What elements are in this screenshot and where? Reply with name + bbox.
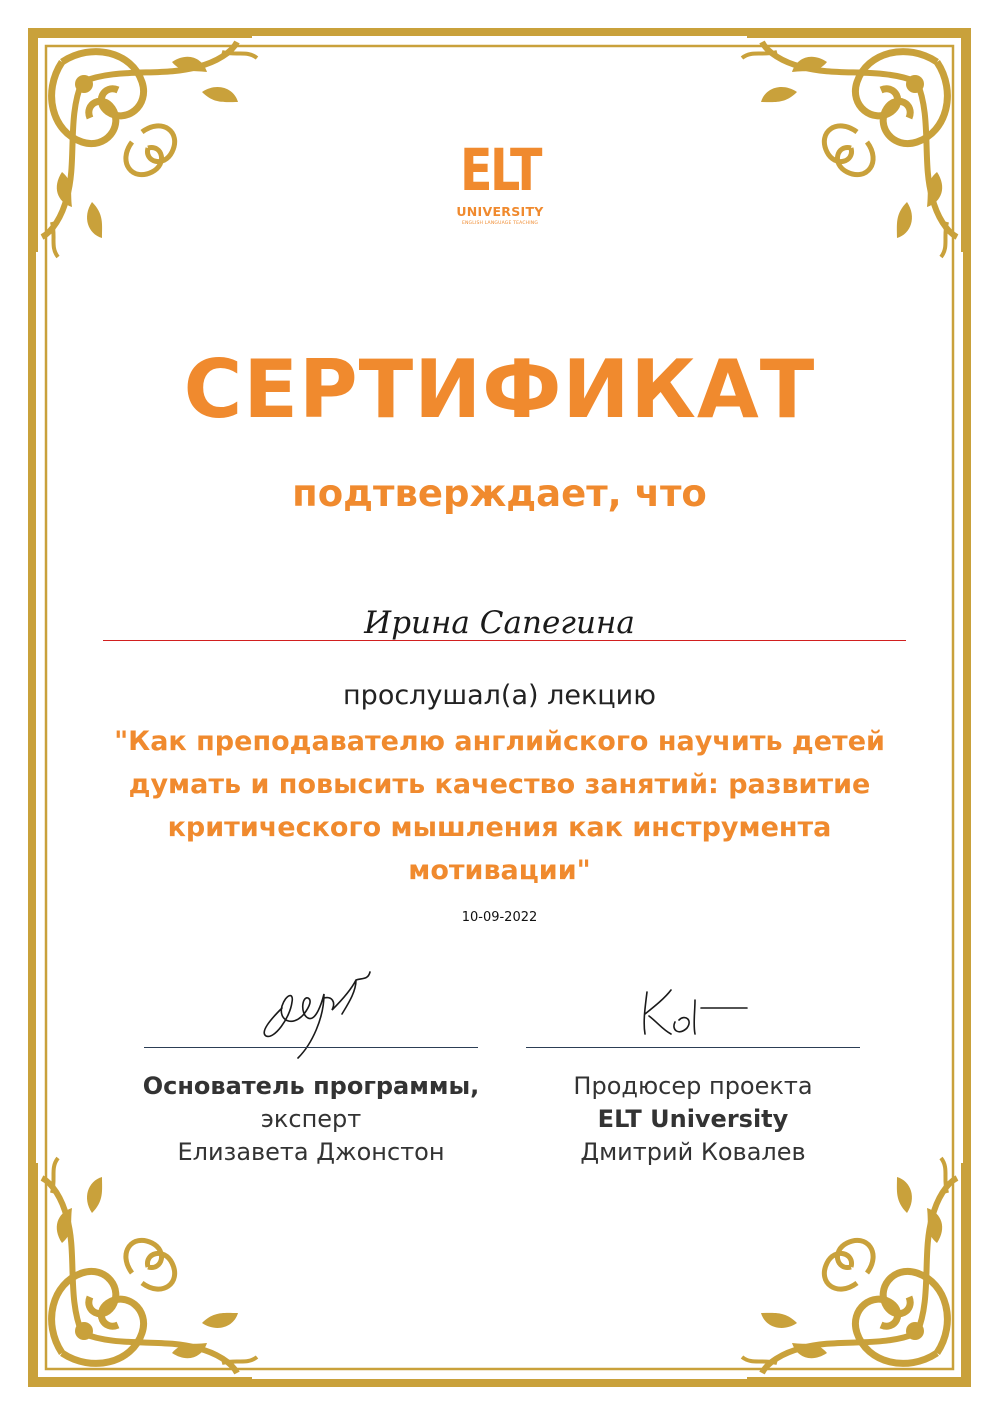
founder-name: Елизавета Джонстон [177,1138,445,1166]
producer-org: ELT University [597,1105,789,1133]
producer-signature-line [526,1047,860,1048]
recipient-underline [103,640,906,641]
certificate-title: СЕРТИФИКАТ [183,343,816,436]
logo-name: UNIVERSITY [456,204,544,219]
issue-date: 10-09-2022 [461,910,538,925]
logo-mark: ELT [459,136,540,204]
founder-signature-line [144,1047,478,1048]
recipient-name: Ирина Сапегина [364,605,635,641]
producer-signature [635,978,755,1038]
founder-role-bold: Основатель программы, [142,1072,480,1100]
lecture-label: прослушал(а) лекцию [343,680,656,711]
lecture-title: "Как преподавателю английского научить детей думать и повысить качество занятий: развитие критического мышления как инструмента мотивации" [114,726,885,886]
producer-role: Продюсер проекта [573,1072,813,1100]
certificate-subtitle: подтверждает, что [292,472,707,515]
producer-name: Дмитрий Ковалев [580,1138,806,1166]
producer-signer-block [523,1070,863,1169]
founder-role-rest: эксперт [260,1105,362,1133]
logo-tagline: ENGLISH LANGUAGE TEACHING [461,221,539,226]
elt-university-logo [444,136,556,236]
founder-signer-block [141,1070,481,1169]
